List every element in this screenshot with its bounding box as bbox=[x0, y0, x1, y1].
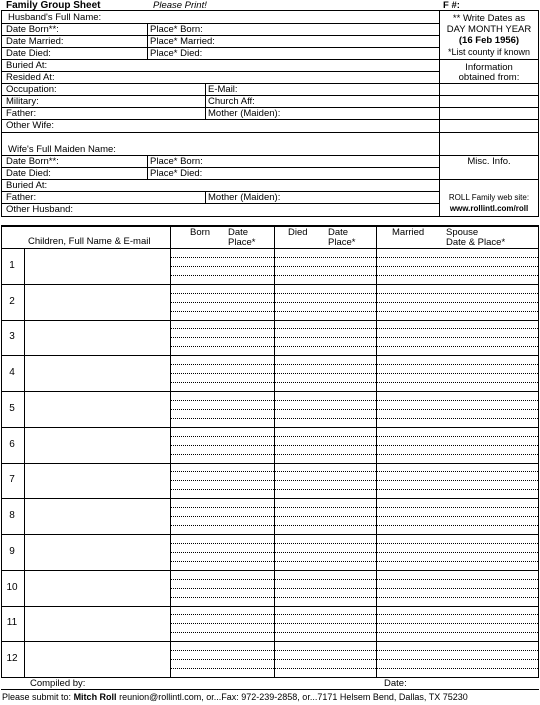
submit-name: Mitch Roll bbox=[73, 692, 117, 702]
wife-mother-label: Mother (Maiden): bbox=[208, 192, 281, 203]
date-format-note: ** Write Dates as bbox=[452, 13, 526, 24]
info-obtained-label: Information bbox=[465, 62, 513, 73]
dotted-entry-line bbox=[171, 418, 538, 419]
row-number: 8 bbox=[9, 510, 15, 522]
submit-prefix: Please submit to: bbox=[2, 692, 72, 702]
spouse-header: Spouse bbox=[446, 227, 479, 238]
dotted-entry-line bbox=[171, 543, 538, 544]
wife-name-label: Wife's Full Maiden Name: bbox=[8, 144, 116, 155]
dotted-entry-line bbox=[171, 346, 538, 347]
husband-place-married-label: Place* Married: bbox=[150, 36, 215, 47]
husband-church-label: Church Aff: bbox=[208, 96, 255, 107]
dotted-entry-line bbox=[171, 266, 538, 267]
died-header: Died bbox=[288, 227, 308, 238]
husband-name-label: Husband's Full Name: bbox=[8, 12, 102, 23]
please-print-note: Please Print! bbox=[153, 0, 207, 11]
row-number: 5 bbox=[9, 402, 15, 414]
col-divider bbox=[205, 191, 206, 203]
wife-place-died-label: Place* Died: bbox=[150, 168, 203, 179]
f-number-label: F #: bbox=[443, 0, 460, 11]
misc-info-label: Misc. Info. bbox=[467, 156, 511, 167]
row-separator bbox=[1, 463, 539, 464]
dotted-entry-line bbox=[171, 454, 538, 455]
row-line bbox=[1, 35, 439, 36]
submit-details: reunion@rollintl.com, or...Fax: 972-239-2858, or...7171 Helsem Bend, Dallas, TX 75230 bbox=[119, 692, 468, 702]
husband-resided-label: Resided At: bbox=[6, 72, 55, 83]
dotted-entry-line bbox=[171, 561, 538, 562]
dotted-entry-line bbox=[171, 328, 538, 329]
married-header: Married bbox=[392, 227, 425, 238]
row-separator bbox=[1, 284, 539, 285]
born-date-header: Date bbox=[228, 227, 249, 238]
dotted-entry-line bbox=[171, 400, 538, 401]
row-line bbox=[1, 71, 439, 72]
row-line bbox=[1, 119, 539, 120]
born-header: Born bbox=[190, 227, 211, 238]
submit-line bbox=[2, 692, 468, 703]
wife-date-born-label: Date Born**: bbox=[6, 156, 59, 167]
row-number: 3 bbox=[9, 331, 15, 343]
husband-mother-label: Mother (Maiden): bbox=[208, 108, 281, 119]
died-place-header: Place* bbox=[328, 237, 356, 248]
row-number: 12 bbox=[6, 653, 18, 665]
row-line bbox=[1, 59, 539, 60]
row-separator bbox=[1, 606, 539, 607]
dotted-entry-line bbox=[171, 525, 538, 526]
dotted-entry-line bbox=[171, 650, 538, 651]
info-obtained-label-2: obtained from: bbox=[458, 72, 520, 83]
compiled-row-bottom bbox=[1, 689, 539, 690]
husband-place-died-label: Place* Died: bbox=[150, 48, 203, 59]
wife-date-died-label: Date Died: bbox=[6, 168, 51, 179]
dotted-entry-line bbox=[171, 373, 538, 374]
dotted-entry-line bbox=[171, 623, 538, 624]
husband-date-died-label: Date Died: bbox=[6, 48, 51, 59]
row-line bbox=[1, 132, 539, 133]
husband-father-label: Father: bbox=[6, 108, 37, 119]
row-line bbox=[1, 23, 439, 24]
table-left-border bbox=[1, 225, 2, 677]
dotted-entry-line bbox=[171, 409, 538, 410]
dotted-entry-line bbox=[171, 668, 538, 669]
row-line bbox=[1, 47, 439, 48]
row-line bbox=[1, 95, 539, 96]
husband-occupation-label: Occupation: bbox=[6, 84, 57, 95]
row-line bbox=[1, 167, 439, 168]
dotted-entry-line bbox=[171, 382, 538, 383]
husband-date-married-label: Date Married: bbox=[6, 36, 64, 47]
compiled-by-label: Compiled by: bbox=[30, 678, 86, 689]
row-number: 6 bbox=[9, 438, 15, 450]
row-separator bbox=[1, 427, 539, 428]
row-line bbox=[1, 83, 539, 84]
dotted-entry-line bbox=[171, 311, 538, 312]
row-separator bbox=[1, 641, 539, 642]
dotted-entry-line bbox=[171, 516, 538, 517]
dotted-entry-line bbox=[171, 614, 538, 615]
dotted-entry-line bbox=[171, 471, 538, 472]
web-site-url: www.rollintl.com/roll bbox=[449, 204, 529, 213]
date-format-example: (16 Feb 1956) bbox=[458, 35, 520, 46]
dotted-entry-line bbox=[171, 480, 538, 481]
date-label: Date: bbox=[384, 678, 407, 689]
dotted-entry-line bbox=[171, 445, 538, 446]
row-number: 9 bbox=[9, 545, 15, 557]
dotted-entry-line bbox=[171, 552, 538, 553]
col-divider bbox=[147, 155, 148, 179]
dotted-entry-line bbox=[171, 337, 538, 338]
row-number: 1 bbox=[9, 259, 15, 271]
dotted-entry-line bbox=[171, 632, 538, 633]
date-format-note-2: DAY MONTH YEAR bbox=[446, 24, 532, 35]
other-husband-label: Other Husband: bbox=[6, 204, 74, 215]
col-divider bbox=[205, 83, 206, 119]
spouse-date-place-header: Date & Place* bbox=[446, 237, 506, 248]
died-date-header: Date bbox=[328, 227, 349, 238]
husband-place-born-label: Place* Born: bbox=[150, 24, 203, 35]
dotted-entry-line bbox=[171, 489, 538, 490]
table-header-bottom bbox=[1, 248, 539, 249]
other-wife-label: Other Wife: bbox=[6, 120, 55, 131]
born-place-header: Place* bbox=[228, 237, 256, 248]
row-line bbox=[1, 179, 539, 180]
row-separator bbox=[1, 391, 539, 392]
wife-buried-label: Buried At: bbox=[6, 180, 48, 191]
row-number: 10 bbox=[6, 581, 18, 593]
form-title: Family Group Sheet bbox=[6, 0, 101, 11]
children-name-header: Children, Full Name & E-mail bbox=[28, 236, 151, 247]
dotted-entry-line bbox=[171, 597, 538, 598]
dotted-entry-line bbox=[171, 588, 538, 589]
wife-father-label: Father: bbox=[6, 192, 37, 203]
row-separator bbox=[1, 320, 539, 321]
husband-buried-label: Buried At: bbox=[6, 60, 48, 71]
dotted-entry-line bbox=[171, 257, 538, 258]
dotted-entry-line bbox=[171, 364, 538, 365]
county-note: *List county if known bbox=[447, 47, 531, 57]
row-separator bbox=[1, 498, 539, 499]
dotted-entry-line bbox=[171, 659, 538, 660]
dotted-entry-line bbox=[171, 302, 538, 303]
husband-email-label: E-Mail: bbox=[208, 84, 238, 95]
right-border bbox=[538, 10, 539, 216]
top-border bbox=[1, 10, 539, 11]
row-separator bbox=[1, 570, 539, 571]
row-number: 4 bbox=[9, 367, 15, 379]
web-site-label: ROLL Family web site: bbox=[448, 193, 530, 202]
row-number: 2 bbox=[9, 295, 15, 307]
husband-date-born-label: Date Born**: bbox=[6, 24, 59, 35]
wife-place-born-label: Place* Born: bbox=[150, 156, 203, 167]
dotted-entry-line bbox=[171, 436, 538, 437]
husband-military-label: Military: bbox=[6, 96, 39, 107]
left-border bbox=[1, 10, 2, 216]
dotted-entry-line bbox=[171, 293, 538, 294]
row-number: 11 bbox=[6, 617, 18, 629]
col-divider bbox=[147, 23, 148, 59]
dotted-entry-line bbox=[171, 275, 538, 276]
row-number: 7 bbox=[9, 474, 15, 486]
dotted-entry-line bbox=[171, 507, 538, 508]
dotted-entry-line bbox=[171, 579, 538, 580]
row-separator bbox=[1, 355, 539, 356]
row-line bbox=[1, 216, 539, 217]
table-right-border bbox=[538, 225, 539, 677]
row-separator bbox=[1, 534, 539, 535]
